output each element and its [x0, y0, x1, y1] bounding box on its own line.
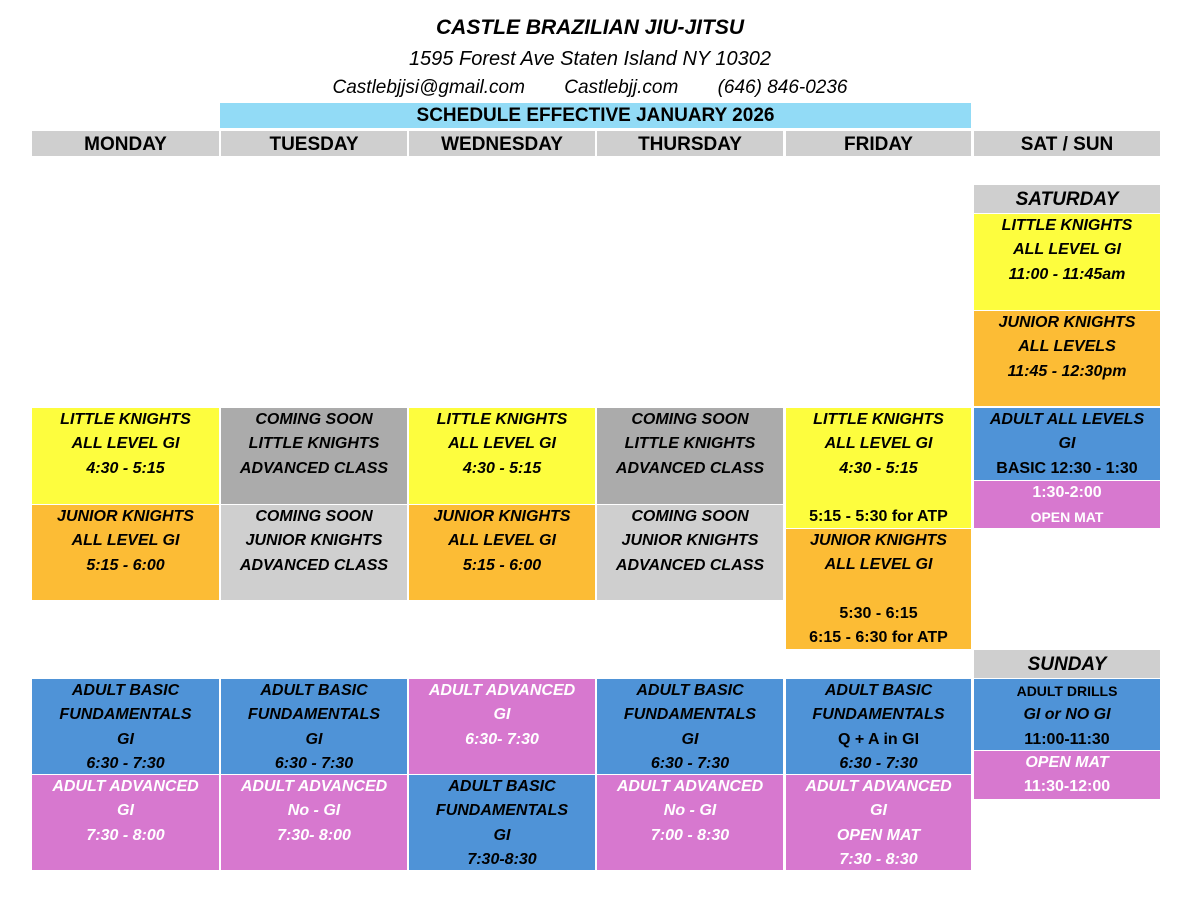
class-sun-open-mat: OPEN MAT 11:30-12:00 — [974, 751, 1160, 799]
class-wed-junior-knights: JUNIOR KNIGHTS ALL LEVEL GI 5:15 - 6:00 — [409, 505, 595, 600]
class-fri-adult-advanced: ADULT ADVANCED GI OPEN MAT 7:30 - 8:30 — [786, 775, 971, 870]
day-header-monday: MONDAY — [32, 131, 219, 156]
class-thu-coming-soon-junior: COMING SOON JUNIOR KNIGHTS ADVANCED CLASS — [597, 505, 783, 600]
day-header-wednesday: WEDNESDAY — [409, 131, 595, 156]
class-fri-little-knights: LITTLE KNIGHTS ALL LEVEL GI 4:30 - 5:15 5:15 - 5:30 for ATP — [786, 408, 971, 528]
class-sat-little-knights: LITTLE KNIGHTS ALL LEVEL GI 11:00 - 11:45am — [974, 214, 1160, 310]
class-sat-open-mat: 1:30-2:00 OPEN MAT — [974, 481, 1160, 528]
gym-title: CASTLE BRAZILIAN JIU-JITSU — [435, 16, 744, 39]
class-tue-adult-basic: ADULT BASIC FUNDAMENTALS GI 6:30 - 7:30 — [221, 679, 407, 774]
class-mon-junior-knights: JUNIOR KNIGHTS ALL LEVEL GI 5:15 - 6:00 — [32, 505, 219, 600]
day-header-weekend: SAT / SUN — [974, 131, 1160, 156]
class-tue-coming-soon-junior: COMING SOON JUNIOR KNIGHTS ADVANCED CLASS — [221, 505, 407, 600]
class-mon-little-knights: LITTLE KNIGHTS ALL LEVEL GI 4:30 - 5:15 — [32, 408, 219, 504]
day-header-thursday: THURSDAY — [597, 131, 783, 156]
gym-address: 1595 Forest Ave Staten Island NY 10302 — [408, 48, 772, 70]
class-sat-adult-all-levels: ADULT ALL LEVELS GI BASIC 12:30 - 1:30 — [974, 408, 1160, 480]
website-text: Castlebjj.com — [564, 77, 679, 98]
class-mon-adult-advanced: ADULT ADVANCED GI 7:30 - 8:00 — [32, 775, 219, 870]
class-wed-little-knights: LITTLE KNIGHTS ALL LEVEL GI 4:30 - 5:15 — [409, 408, 595, 504]
day-header-tuesday: TUESDAY — [221, 131, 407, 156]
class-wed-adult-advanced: ADULT ADVANCED GI 6:30- 7:30 — [409, 679, 595, 774]
class-sun-adult-drills: ADULT DRILLS GI or NO GI 11:00-11:30 — [974, 679, 1160, 750]
email-text: Castlebjjsi@gmail.com — [332, 77, 525, 98]
class-mon-adult-basic: ADULT BASIC FUNDAMENTALS GI 6:30 - 7:30 — [32, 679, 219, 774]
saturday-header: SATURDAY — [974, 185, 1160, 213]
class-wed-adult-basic: ADULT BASIC FUNDAMENTALS GI 7:30-8:30 — [409, 775, 595, 870]
class-tue-coming-soon-little: COMING SOON LITTLE KNIGHTS ADVANCED CLASS — [221, 408, 407, 504]
class-sat-junior-knights: JUNIOR KNIGHTS ALL LEVELS 11:45 - 12:30pm — [974, 311, 1160, 406]
phone-text: (646) 846-0236 — [717, 77, 848, 98]
schedule-banner: SCHEDULE EFFECTIVE JANUARY 2026 — [220, 103, 971, 128]
day-header-friday: FRIDAY — [786, 131, 971, 156]
class-thu-adult-basic: ADULT BASIC FUNDAMENTALS GI 6:30 - 7:30 — [597, 679, 783, 774]
class-fri-adult-basic: ADULT BASIC FUNDAMENTALS Q + A in GI 6:30 - 7:30 — [786, 679, 971, 774]
class-fri-junior-knights: JUNIOR KNIGHTS ALL LEVEL GI 5:30 - 6:15 6:15 - 6:30 for ATP — [786, 529, 971, 649]
sunday-header: SUNDAY — [974, 650, 1160, 678]
contact-line — [0, 77, 1180, 99]
class-thu-coming-soon-little: COMING SOON LITTLE KNIGHTS ADVANCED CLASS — [597, 408, 783, 504]
class-thu-adult-advanced: ADULT ADVANCED No - GI 7:00 - 8:30 — [597, 775, 783, 870]
class-tue-adult-advanced: ADULT ADVANCED No - GI 7:30- 8:00 — [221, 775, 407, 870]
